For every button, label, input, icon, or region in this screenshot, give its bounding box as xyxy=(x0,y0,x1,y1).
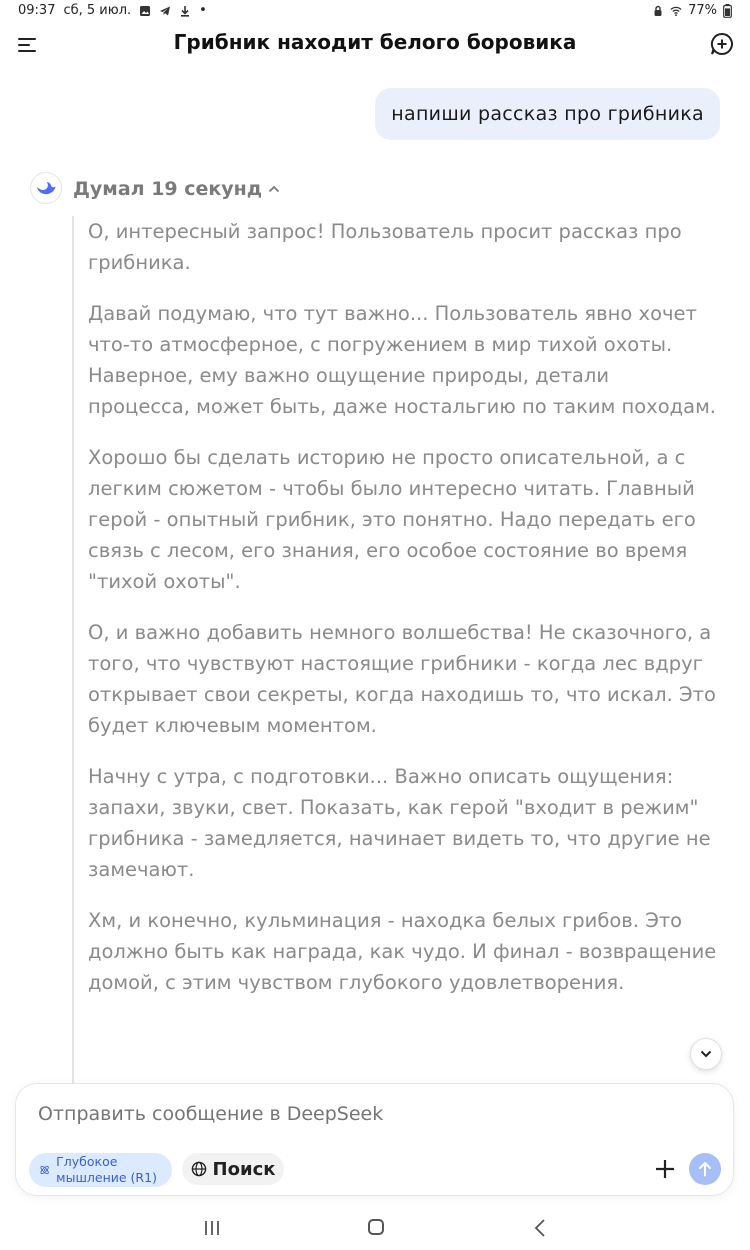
send-button[interactable] xyxy=(689,1153,721,1185)
system-nav-bar xyxy=(0,1210,750,1250)
battery-level: 77% xyxy=(688,3,717,18)
deep-thinking-label: Глубокое мышление (R1) xyxy=(56,1154,157,1185)
arrow-up-icon xyxy=(698,1161,712,1177)
new-chat-icon[interactable] xyxy=(710,32,734,56)
status-bar-left xyxy=(18,3,207,18)
battery-icon xyxy=(723,4,732,18)
assistant-avatar xyxy=(30,172,62,204)
thinking-paragraph: Хм, и конечно, кульминация - находка белых грибов. Это должно быть как награда, как чудо. И финал - возвращение домой, с этим чувством глубокого удовлетворения. xyxy=(88,909,717,994)
plus-icon[interactable] xyxy=(653,1157,677,1181)
search-toggle[interactable] xyxy=(182,1153,284,1185)
telegram-icon xyxy=(159,5,171,17)
message-input[interactable] xyxy=(36,1102,700,1126)
thinking-toggle[interactable] xyxy=(73,178,280,200)
thinking-paragraph: Хорошо бы сделать историю не просто описательной, а с легким сюжетом - чтобы было интересно читать. Главный герой - опытный грибник, это понятно. Надо передать его связь с лесом, его знания, его особое состояние во время "тихой охоты". xyxy=(88,446,696,593)
lock-icon xyxy=(652,5,664,17)
chevron-down-icon xyxy=(700,1050,712,1058)
deep-thinking-toggle[interactable] xyxy=(29,1153,172,1187)
thinking-paragraph: О, и важно добавить немного волшебства! Не сказочного, а того, что чувствуют настоящие грибники - когда лес вдруг открывает свои секреты, когда находишь то, что искал. Это будет ключевым моментом. xyxy=(88,621,716,737)
atom-icon xyxy=(39,1162,50,1178)
thinking-paragraph: О, интересный запрос! Пользователь просит рассказ про грибника. xyxy=(88,220,682,274)
chevron-up-icon xyxy=(268,185,280,193)
thinking-paragraph: Начну с утра, с подготовки... Важно описать ощущения: запахи, звуки, свет. Показать, как герой "входит в режим" грибника - замедляется, начинает видеть то, что другие не замечают. xyxy=(88,765,711,881)
thinking-label: Думал 19 секунд xyxy=(73,178,263,200)
back-icon[interactable] xyxy=(533,1218,547,1238)
download-icon xyxy=(179,5,191,17)
thinking-content xyxy=(72,216,717,1086)
status-time: 09:37 xyxy=(18,3,56,18)
message-composer xyxy=(15,1083,734,1196)
home-icon[interactable] xyxy=(368,1219,384,1235)
chat-header xyxy=(0,24,750,68)
scroll-down-button[interactable] xyxy=(690,1038,722,1070)
user-message-text: напиши рассказ про грибника xyxy=(391,103,704,125)
wifi-icon xyxy=(670,5,682,17)
search-label: Поиск xyxy=(212,1158,276,1180)
status-extra: • xyxy=(199,3,207,18)
globe-icon xyxy=(191,1161,207,1177)
user-message-bubble xyxy=(375,88,720,140)
status-bar-right xyxy=(652,3,732,18)
thinking-paragraph: Давай подумаю, что тут важно... Пользователь явно хочет что-то атмосферное, с погружением в мир тихой охоты. Наверное, ему важно ощущение природы, детали процесса, может быть, даже ностальгию по таким походам. xyxy=(88,302,716,418)
recent-apps-icon[interactable] xyxy=(203,1220,221,1236)
gallery-icon xyxy=(139,5,151,17)
status-date: сб, 5 июл. xyxy=(63,3,132,18)
status-bar xyxy=(0,0,750,24)
deepseek-whale-icon xyxy=(35,179,57,197)
chat-title: Грибник находит белого боровика xyxy=(173,30,577,54)
